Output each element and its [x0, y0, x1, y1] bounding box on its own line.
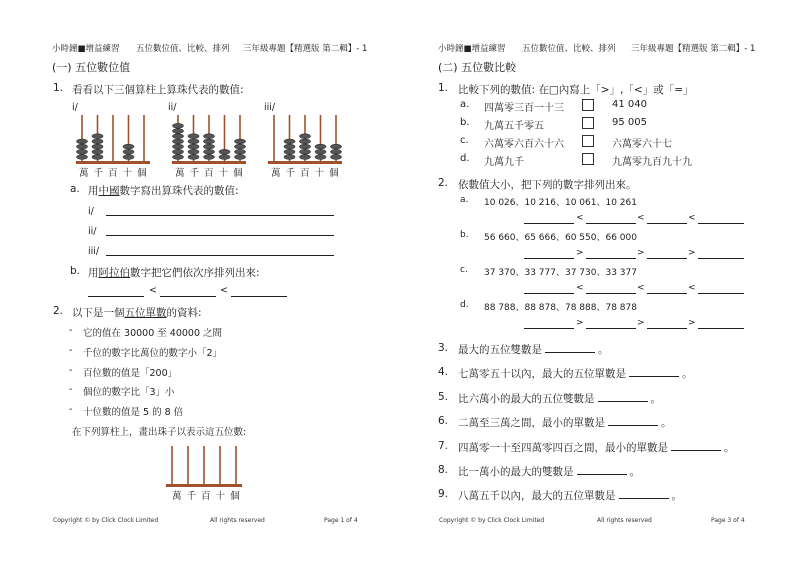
clue-item: 個位的數字比「3」小: [83, 387, 175, 398]
bullet-dash: -: [69, 345, 73, 356]
bullet-dash: -: [69, 404, 73, 415]
question-row: 二萬至三萬之間，最小的單數是 。: [458, 417, 672, 429]
abacus-bead: [188, 155, 199, 160]
less-than-sign: <: [220, 285, 228, 296]
abacus-bead: [284, 149, 295, 154]
abacus-bead: [299, 155, 310, 160]
abacus-base: [76, 161, 150, 164]
abacus-bead: [284, 155, 295, 160]
abacus-iii: [268, 113, 342, 165]
abacus-bead: [234, 155, 245, 160]
compare-box[interactable]: [582, 135, 594, 147]
instruction-text: 在下列算柱上，畫出珠子以表示這五位數:: [72, 427, 247, 438]
order-sign: >: [688, 248, 696, 258]
abacus-bead: [299, 144, 310, 149]
order-sign: <: [637, 213, 645, 223]
abacus-bead: [92, 149, 103, 154]
abacus-bead: [234, 149, 245, 154]
order-blank[interactable]: [586, 223, 636, 224]
order-sign: >: [637, 318, 645, 328]
footer-page: Page 3 of 4: [711, 517, 745, 524]
answer-blank[interactable]: [608, 425, 658, 426]
header-center: 五位數位值、比較、排列: [136, 44, 230, 54]
less-than-sign: <: [149, 285, 157, 296]
header-right: 三年級專題【精選版 第二輯】- 1: [631, 44, 756, 54]
question-number: 7.: [438, 440, 449, 452]
abacus-ii: [172, 113, 246, 165]
order-blank[interactable]: [524, 328, 574, 329]
answer-blank[interactable]: [619, 498, 669, 499]
question-text: 看看以下三個算柱上算珠代表的數值:: [72, 84, 244, 96]
item-label: b.: [460, 230, 469, 240]
number-list: 37 370、33 777、37 730、33 377: [484, 268, 637, 278]
abacus-bead: [92, 144, 103, 149]
abacus-bead: [76, 149, 87, 154]
abacus-bead: [203, 144, 214, 149]
compare-left: 九萬九千: [484, 157, 524, 168]
abacus-i: [76, 113, 150, 165]
abacus-bead: [315, 149, 326, 154]
question-number: 5.: [438, 391, 449, 403]
order-sign: <: [637, 283, 645, 293]
order-sign: >: [637, 248, 645, 258]
abacus-bead: [188, 134, 199, 139]
abacus-bead: [299, 139, 310, 144]
answer-blank[interactable]: [598, 401, 648, 402]
abacus-bead: [299, 134, 310, 139]
abacus-bead: [188, 149, 199, 154]
abacus-bead: [92, 139, 103, 144]
abacus-bead: [315, 144, 326, 149]
header-left: 小時鐘■增益練習: [438, 44, 506, 54]
bullet-dash: -: [69, 384, 73, 395]
order-sign: >: [688, 318, 696, 328]
footer-rights: All rights reserved: [210, 517, 265, 524]
abacus-base: [268, 161, 342, 164]
question-number: 2.: [438, 177, 449, 189]
question-number: 6.: [438, 415, 449, 427]
abacus-label-iii: iii/: [264, 102, 276, 113]
order-blank[interactable]: [647, 223, 687, 224]
place-labels-ii: 萬 千 百 十 個: [175, 168, 244, 179]
abacus-bead: [284, 144, 295, 149]
row-label: b.: [460, 117, 470, 128]
header-center: 五位數位值、比較、排列: [522, 44, 616, 54]
abacus-bead: [284, 139, 295, 144]
item-label: c.: [460, 265, 468, 275]
abacus-bead: [123, 144, 134, 149]
answer-blank[interactable]: [629, 376, 679, 377]
answer-label-iii: iii/: [88, 246, 100, 257]
abacus-bead: [234, 139, 245, 144]
subquestion-label-a: a.: [70, 183, 80, 195]
compare-left: 九萬五千零五: [484, 121, 544, 132]
order-blank[interactable]: [524, 293, 574, 294]
question-number: 8.: [438, 464, 449, 476]
abacus-bead: [299, 149, 310, 154]
abacus-bead: [172, 144, 183, 149]
section-title: (二) 五位數比較: [438, 61, 517, 74]
abacus-bead: [172, 149, 183, 154]
abacus-bead: [123, 155, 134, 160]
abacus-bead: [172, 134, 183, 139]
compare-box[interactable]: [582, 99, 594, 111]
abacus-bead: [203, 139, 214, 144]
subquestion-text-b: 用阿拉伯數字把它們依次序排列出來:: [88, 267, 260, 279]
abacus-bead: [188, 139, 199, 144]
abacus-bead: [92, 134, 103, 139]
question-row: 比一萬小的最大的雙數是 。: [458, 466, 640, 478]
answer-line-ii[interactable]: [106, 235, 334, 236]
order-sign: <: [576, 213, 584, 223]
item-label: d.: [460, 300, 469, 310]
answer-label-i: i/: [88, 206, 94, 217]
abacus-bead: [203, 149, 214, 154]
question-row: 四萬零一十至四萬零四百之間，最小的單數是 。: [458, 442, 735, 454]
abacus-bead: [76, 139, 87, 144]
footer-page: Page 1 of 4: [324, 517, 358, 524]
question-number: 9.: [438, 488, 449, 500]
place-labels-i: 萬 千 百 十 個: [79, 168, 148, 179]
order-sign: <: [688, 213, 696, 223]
question-text: 依數值大小，把下列的數字排列出來。: [458, 179, 637, 191]
bullet-dash: -: [69, 325, 73, 336]
question-row: 最大的五位雙數是 。: [458, 344, 609, 356]
abacus-bead: [172, 139, 183, 144]
order-sign: <: [688, 283, 696, 293]
clue-item: 它的值在 30000 至 40000 之間: [83, 328, 223, 339]
abacus-bead: [172, 155, 183, 160]
subquestion-label-b: b.: [70, 265, 81, 277]
question-number: 1.: [438, 82, 449, 94]
abacus-label-ii: ii/: [168, 102, 177, 113]
number-list: 88 788、88 878、78 888、78 878: [484, 303, 637, 313]
order-blank[interactable]: [647, 258, 687, 259]
bullet-dash: -: [69, 365, 73, 376]
question-row: 八萬五千以內，最大的五位單數是 。: [458, 490, 682, 502]
order-blank[interactable]: [698, 223, 744, 224]
row-label: c.: [460, 135, 469, 146]
number-list: 10 026、10 216、10 061、10 261: [484, 198, 637, 208]
abacus-bead: [330, 155, 341, 160]
order-blank[interactable]: [647, 328, 687, 329]
compare-left: 四萬零三百一十三: [484, 103, 564, 114]
number-list: 56 660、65 666、60 550、66 000: [484, 233, 637, 243]
abacus-label-i: i/: [72, 102, 78, 113]
abacus-bead: [234, 144, 245, 149]
row-label: a.: [460, 99, 470, 110]
order-sign: >: [576, 318, 584, 328]
subquestion-text-a: 用中國數字寫出算珠代表的數值:: [88, 185, 239, 197]
compare-right: 95 005: [612, 117, 647, 128]
order-blank[interactable]: [231, 296, 287, 297]
abacus-bead: [76, 144, 87, 149]
answer-blank[interactable]: [577, 474, 627, 475]
order-blank[interactable]: [160, 296, 216, 297]
order-sign: >: [576, 248, 584, 258]
compare-right: 六萬零六十七: [612, 139, 672, 150]
clue-item: 十位數的值是 5 的 8 倍: [83, 407, 184, 418]
abacus-bead: [219, 155, 230, 160]
footer-copyright: Copyright © by Click Clock Limited: [439, 517, 545, 524]
abacus-base: [166, 484, 242, 487]
abacus-bead: [172, 129, 183, 134]
answer-line-i[interactable]: [106, 215, 334, 216]
footer-rights: All rights reserved: [597, 517, 652, 524]
abacus-bead: [315, 155, 326, 160]
section-title: (一) 五位數位值: [52, 61, 131, 74]
order-blank[interactable]: [698, 328, 744, 329]
compare-right: 九萬零九百九十九: [612, 157, 692, 168]
abacus-bead: [330, 149, 341, 154]
compare-left: 六萬零六百六十六: [484, 139, 564, 150]
abacus-bead: [203, 134, 214, 139]
header-left: 小時鐘■增益練習: [52, 44, 120, 54]
order-blank[interactable]: [586, 258, 636, 259]
order-blank[interactable]: [524, 223, 574, 224]
abacus-bead: [219, 149, 230, 154]
clue-item: 千位的數字比萬位的數字小「2」: [83, 348, 223, 359]
abacus-base: [172, 161, 246, 164]
order-blank[interactable]: [88, 296, 144, 297]
abacus-bead: [76, 155, 87, 160]
row-label: d.: [460, 153, 470, 164]
empty-abacus[interactable]: [166, 444, 242, 488]
answer-label-ii: ii/: [88, 226, 97, 237]
answer-blank[interactable]: [545, 352, 595, 353]
question-text: 以下是一個五位單數的資料:: [72, 307, 202, 319]
question-text: 比較下列的數值: 在□內寫上「>」,「<」或「=」: [458, 84, 694, 96]
order-sign: <: [576, 283, 584, 293]
abacus-bead: [188, 144, 199, 149]
order-blank[interactable]: [524, 258, 574, 259]
place-labels-empty: 萬 千 百 十 個: [172, 491, 241, 502]
header-right: 三年級專題【精選版 第二輯】- 1: [243, 44, 368, 54]
abacus-bead: [330, 144, 341, 149]
question-row: 比六萬小的最大的五位雙數是 。: [458, 393, 661, 405]
order-blank[interactable]: [586, 328, 636, 329]
clue-item: 百位數的值是「200」: [83, 368, 178, 379]
abacus-bead: [172, 123, 183, 128]
abacus-bead: [203, 155, 214, 160]
answer-line-iii[interactable]: [106, 255, 334, 256]
place-labels-iii: 萬 千 百 十 個: [271, 168, 340, 179]
answer-blank[interactable]: [671, 450, 721, 451]
question-number: 1.: [53, 82, 64, 94]
question-number: 3.: [438, 342, 449, 354]
item-label: a.: [460, 195, 469, 205]
abacus-bead: [123, 149, 134, 154]
compare-box[interactable]: [582, 117, 594, 129]
order-blank[interactable]: [698, 293, 744, 294]
order-blank[interactable]: [698, 258, 744, 259]
compare-right: 41 040: [612, 99, 647, 110]
compare-box[interactable]: [582, 153, 594, 165]
question-number: 2.: [53, 305, 64, 317]
abacus-bead: [92, 155, 103, 160]
question-row: 七萬零五十以內，最大的五位單數是 。: [458, 368, 693, 380]
order-blank[interactable]: [647, 293, 687, 294]
order-blank[interactable]: [586, 293, 636, 294]
footer-copyright: Copyright © by Click Clock Limited: [53, 517, 159, 524]
question-number: 4.: [438, 366, 449, 378]
